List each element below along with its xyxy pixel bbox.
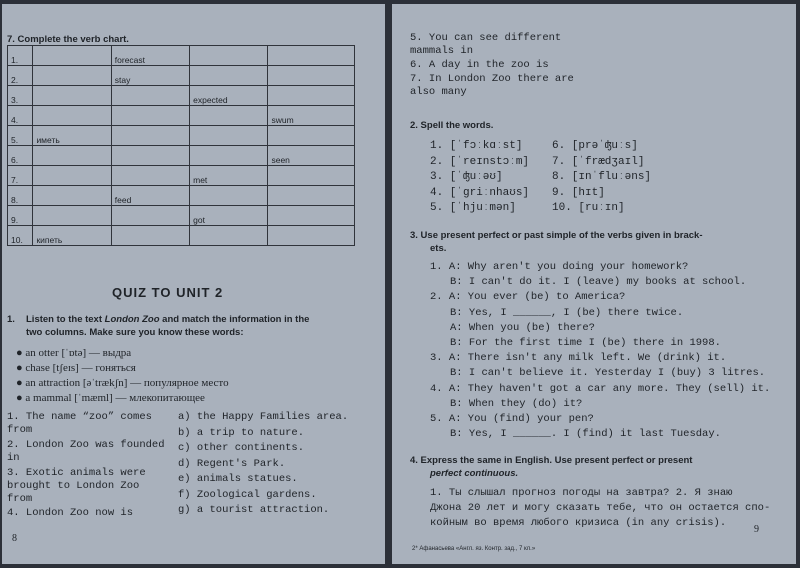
- match-left-item: 4. London Zoo now is: [7, 507, 134, 519]
- bullet-icon: ●: [16, 362, 26, 374]
- spell-item: 2. [ˈreɪnstɔːm]: [430, 155, 530, 168]
- verb-chart-cell: [111, 226, 189, 246]
- match-left-item: 3. Exotic animals were brought to London Zoo from: [7, 467, 146, 505]
- verb-chart-cell: иметь: [33, 126, 111, 146]
- verb-chart-cell: [33, 86, 111, 106]
- verb-chart-cell: [268, 186, 355, 206]
- spell-item: 9. [hɪt]: [552, 186, 605, 199]
- spell-item: 10. [ruːɪn]: [552, 202, 625, 214]
- footer-note: 2* Афанасьева «Англ. яз. Контр. зад., 7 кл.»: [412, 546, 536, 552]
- dialogue-line: B: Yes, I ______, I (be) there twice.: [450, 306, 684, 319]
- continued-item: 5. You can see different mammals in: [410, 32, 562, 57]
- dialogue-line: 2. A: You ever (be) to America?: [430, 291, 626, 304]
- dialogue-line: 5. A: You (find) your pen?: [430, 413, 594, 425]
- verb-chart-cell: [33, 166, 111, 186]
- task2-title: 2. Spell the words.: [410, 120, 494, 131]
- verb-chart-row: [8, 66, 355, 86]
- match-right-item: b) a trip to nature.: [178, 426, 305, 439]
- verb-chart-row: [8, 46, 355, 66]
- verb-chart-cell: [111, 166, 189, 186]
- vocab-item: [16, 377, 229, 389]
- task1-text-italic: London Zoo: [104, 314, 160, 325]
- right-page: [392, 4, 796, 564]
- verb-chart-cell: 8.: [8, 186, 33, 206]
- verb-chart-cell: swum: [268, 106, 355, 126]
- verb-chart-cell: 9.: [8, 206, 33, 226]
- spell-item: 4. [ˈgriːnhaʊs]: [430, 186, 530, 199]
- match-right-item: c) other continents.: [178, 442, 305, 454]
- task3-title-a: 3. Use present perfect or past simple of the verbs given in brack-: [410, 230, 703, 241]
- vocab-item: [16, 362, 136, 374]
- task3-title-b: ets.: [430, 243, 447, 254]
- verb-chart-cell: seen: [268, 146, 355, 166]
- spell-item: 8. [ɪnˈfluːəns]: [552, 171, 652, 183]
- task1-text-b: and match the information in the: [162, 314, 310, 325]
- verb-chart-cell: [111, 146, 189, 166]
- verb-chart-cell: [111, 206, 189, 226]
- verb-chart-cell: 1.: [8, 46, 33, 66]
- page-number-right: 9: [754, 524, 759, 535]
- task1-instruction: [26, 314, 309, 325]
- task1-text-a: Listen to the text: [26, 314, 103, 325]
- match-right-item: g) a tourist attraction.: [178, 504, 330, 516]
- bullet-icon: ●: [16, 392, 26, 404]
- verb-chart-cell: expected: [190, 86, 268, 106]
- verb-chart: [7, 45, 355, 246]
- verb-chart-cell: [190, 126, 268, 146]
- verb-chart-cell: [268, 166, 355, 186]
- verb-chart-cell: [33, 66, 111, 86]
- verb-chart-cell: [190, 106, 268, 126]
- spell-item: 6. [prəˈʤuːs]: [552, 140, 638, 152]
- verb-chart-cell: [268, 66, 355, 86]
- quiz-title: QUIZ TO UNIT 2: [112, 285, 224, 300]
- spell-item: 1. [ˈfɔːkɑːst]: [430, 140, 523, 152]
- dialogue-line: B: Yes, I ______. I (find) it last Tuesday.: [450, 428, 721, 441]
- verb-chart-cell: [268, 206, 355, 226]
- task1-number: 1.: [7, 314, 15, 325]
- vocab-text: an otter [ˈɒtə] — выдра: [25, 347, 132, 359]
- verb-chart-cell: [33, 186, 111, 206]
- verb-chart-cell: [190, 226, 268, 246]
- verb-chart-cell: 10.: [8, 226, 33, 246]
- spell-item: 3. [ˈʤuːəʊ]: [430, 171, 503, 183]
- vocab-text: chase [tʃeɪs] — гоняться: [25, 362, 136, 374]
- vocab-item: [16, 392, 205, 404]
- task7-title: 7. Complete the verb chart.: [7, 34, 129, 45]
- page-number-left: 8: [12, 533, 17, 544]
- verb-chart-cell: [268, 86, 355, 106]
- verb-chart-cell: [190, 66, 268, 86]
- verb-chart-row: [8, 126, 355, 146]
- dialogue-line: 1. A: Why aren't you doing your homework?: [430, 261, 689, 273]
- dialogue-line: B: When they (do) it?: [450, 397, 583, 410]
- match-right-item: a) the Happy Families area.: [178, 411, 349, 423]
- verb-chart-cell: met: [190, 166, 268, 186]
- spell-item: 5. [ˈhjuːmən]: [430, 202, 516, 214]
- task1-text-c: two columns. Make sure you know these words:: [26, 327, 244, 338]
- verb-chart-cell: 6.: [8, 146, 33, 166]
- verb-chart-cell: [190, 186, 268, 206]
- verb-chart-cell: [190, 146, 268, 166]
- continued-item: 7. In London Zoo there are also many: [410, 73, 574, 98]
- left-page: [2, 4, 385, 564]
- match-left-item: 1. The name “zoo” comes from: [7, 411, 152, 436]
- verb-chart-cell: [111, 106, 189, 126]
- dialogue-line: B: For the first time I (be) there in 1998.: [450, 337, 721, 349]
- dialogue-line: 4. A: They haven't got a car any more. They (sell) it.: [430, 382, 771, 395]
- verb-chart-cell: [33, 206, 111, 226]
- task4-title-b: perfect continuous.: [430, 468, 519, 479]
- match-right-item: d) Regent's Park.: [178, 457, 286, 470]
- vocab-text: a mammal [ˈmæml] — млекопитающее: [25, 392, 205, 404]
- verb-chart-cell: [111, 86, 189, 106]
- verb-chart-cell: [268, 126, 355, 146]
- verb-chart-cell: got: [190, 206, 268, 226]
- task4-title-a: 4. Express the same in English. Use present perfect or present: [410, 455, 693, 466]
- verb-chart-cell: 4.: [8, 106, 33, 126]
- verb-chart-row: [8, 206, 355, 226]
- verb-chart-row: [8, 166, 355, 186]
- verb-chart-cell: feed: [111, 186, 189, 206]
- verb-chart-cell: кипеть: [33, 226, 111, 246]
- bullet-icon: ●: [16, 377, 26, 389]
- match-right-item: f) Zoological gardens.: [178, 488, 317, 501]
- verb-chart-row: [8, 226, 355, 246]
- verb-chart-cell: stay: [111, 66, 189, 86]
- match-left-item: 2. London Zoo was founded in: [7, 439, 165, 464]
- continued-item: 6. A day in the zoo is: [410, 59, 549, 71]
- task4-line: Джона 20 лет и могу сказать тебе, что он остается спо-: [430, 502, 771, 514]
- dialogue-line: B: I can't do it. I (leave) my books at school.: [450, 276, 747, 289]
- verb-chart-cell: 2.: [8, 66, 33, 86]
- verb-chart-cell: [268, 226, 355, 246]
- task4-line: 1. Ты слышал прогноз погоды на завтра? 2. Я знаю: [430, 487, 733, 499]
- verb-chart-row: [8, 146, 355, 166]
- verb-chart-cell: [190, 46, 268, 66]
- spell-item: 7. [ˈfrædʒaɪl]: [552, 155, 645, 168]
- verb-chart-row: [8, 106, 355, 126]
- dialogue-line: 3. A: There isn't any milk left. We (drink) it.: [430, 352, 727, 365]
- verb-chart-cell: [33, 46, 111, 66]
- verb-chart-cell: 7.: [8, 166, 33, 186]
- verb-chart-cell: forecast: [111, 46, 189, 66]
- dialogue-line: B: I can't believe it. Yesterday I (buy) 3 litres.: [450, 367, 766, 380]
- verb-chart-cell: 5.: [8, 126, 33, 146]
- verb-chart-row: [8, 186, 355, 206]
- dialogue-line: A: When you (be) there?: [450, 321, 595, 334]
- verb-chart-row: [8, 86, 355, 106]
- verb-chart-cell: [111, 126, 189, 146]
- verb-chart-cell: [33, 106, 111, 126]
- verb-chart-cell: [268, 46, 355, 66]
- verb-chart-cell: [33, 146, 111, 166]
- verb-chart-cell: 3.: [8, 86, 33, 106]
- vocab-item: [16, 347, 131, 359]
- task4-line: койным во время любого кризиса (in any crisis).: [430, 517, 727, 529]
- vocab-text: an attraction [əˈtrækʃn] — популярное место: [25, 377, 229, 389]
- bullet-icon: ●: [16, 347, 26, 359]
- match-right-item: e) animals statues.: [178, 473, 298, 485]
